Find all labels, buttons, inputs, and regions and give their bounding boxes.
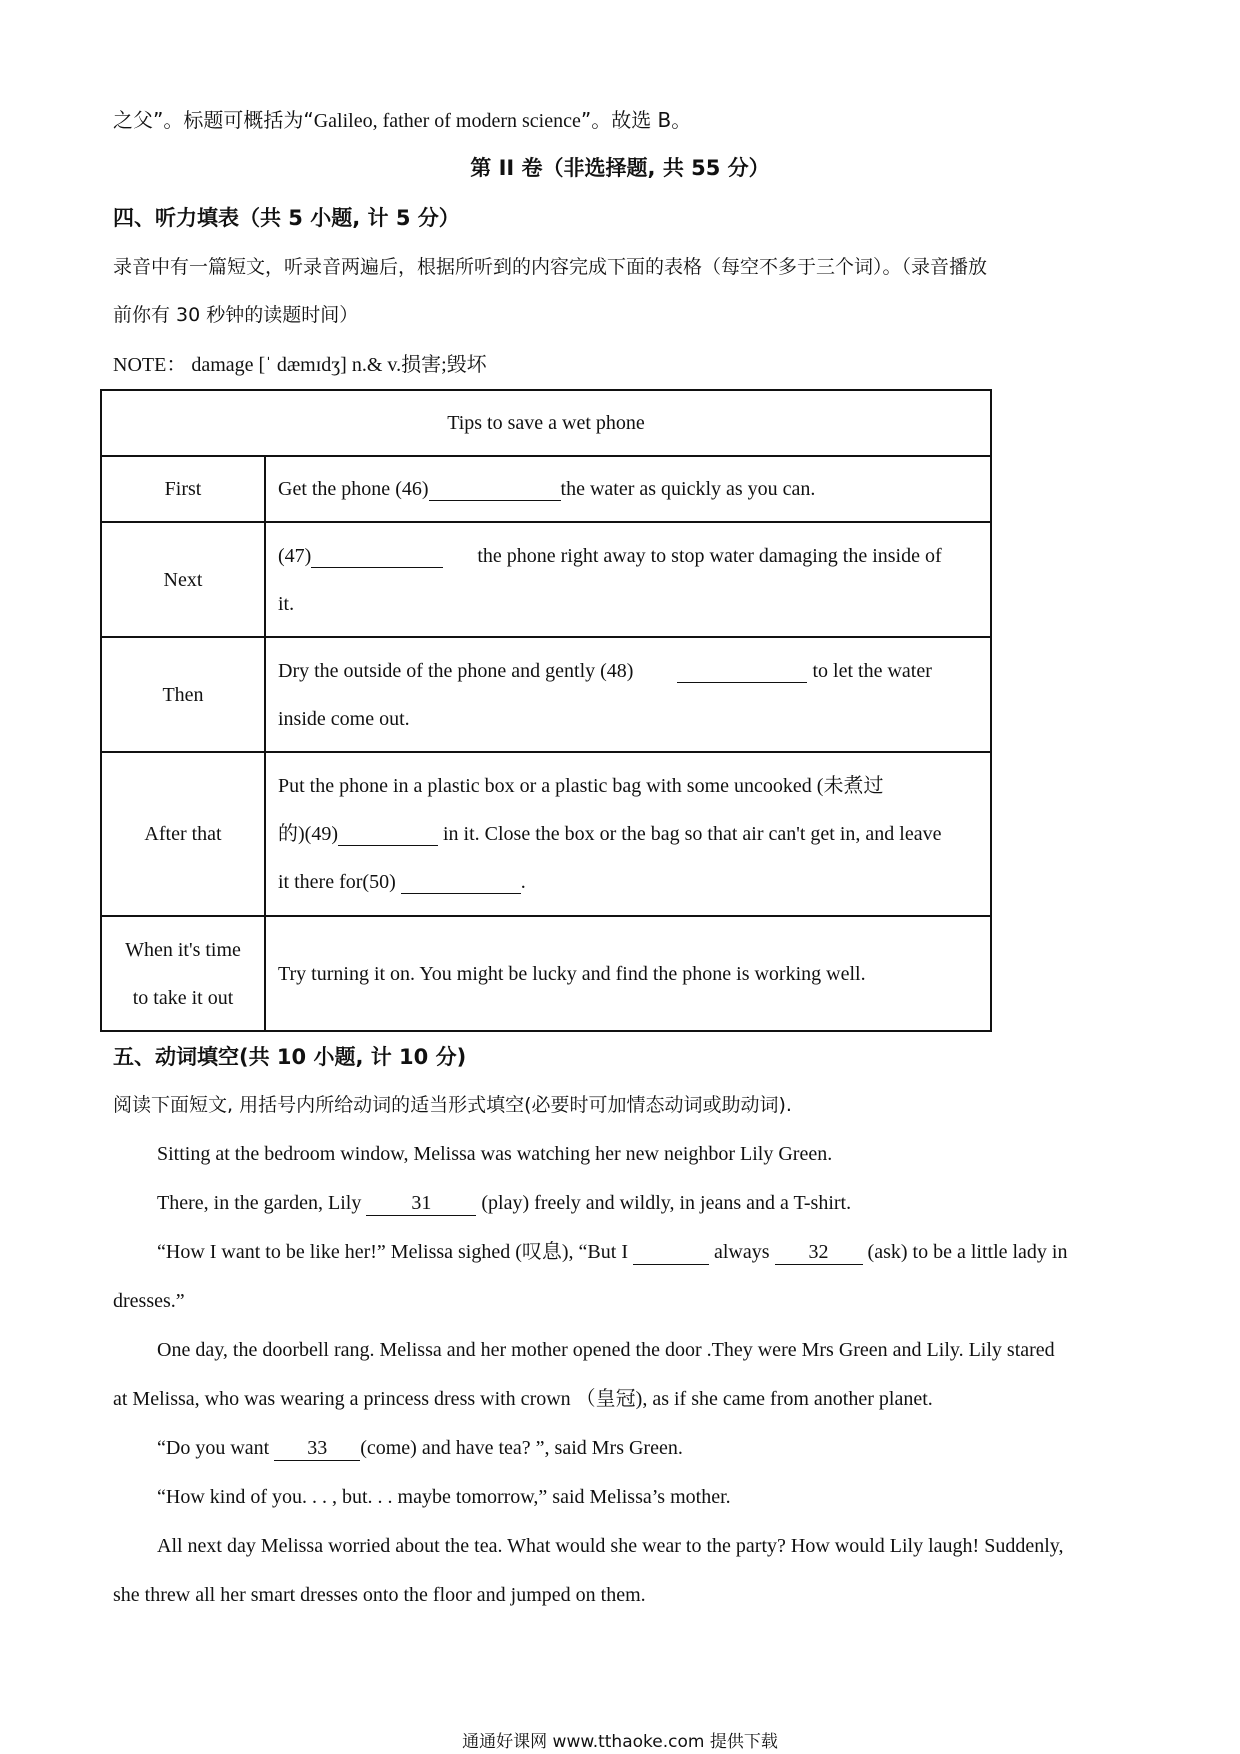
table-title: Tips to save a wet phone: [101, 390, 991, 456]
paragraph-3-cont: dresses.”: [113, 1290, 185, 1312]
paragraph-3: [157, 1240, 1130, 1265]
row-content: [265, 522, 991, 637]
row-text: to let the water: [812, 659, 932, 682]
top-line-suffix: ”。故选 B。: [580, 108, 692, 132]
tips-table: [100, 389, 992, 1032]
top-line-prefix: 之父”。标题可概括为“: [113, 108, 314, 132]
part4-instruction-1: 录音中有一篇短文，听录音两遍后，根据所听到的内容完成下面的表格（每空不多于三个词）。（录音播放: [113, 256, 988, 278]
paragraph-7: All next day Melissa worried about the tea. What would she wear to the party? How would Lily laugh! Suddenly,: [157, 1535, 1064, 1557]
part5-instruction: 阅读下面短文, 用括号内所给动词的适当形式填空(必要时可加情态动词或助动词).: [113, 1094, 792, 1116]
table-header-row: [101, 390, 991, 456]
row-label: Next: [101, 522, 265, 637]
paragraph-text: always: [714, 1241, 770, 1263]
row-content: Try turning it on. You might be lucky and find the phone is working well.: [265, 916, 991, 1031]
section-title: 第 II 卷（非选择题, 共 55 分）: [470, 156, 770, 180]
row-text: the water as quickly as you can.: [560, 478, 816, 500]
paragraph-4-cont: at Melissa, who was wearing a princess dress with crown （皇冠), as if she came from another planet.: [113, 1388, 933, 1410]
table-row: [101, 637, 991, 752]
row-content: [265, 752, 991, 916]
paragraph-text: (come) and have tea? ”, said Mrs Green.: [360, 1437, 683, 1459]
table-row: [101, 456, 991, 522]
table-row: [101, 522, 991, 637]
paragraph-5: [157, 1436, 683, 1461]
row-text: Get the phone (46): [278, 478, 429, 500]
row-label: Then: [101, 637, 265, 752]
part4-instruction-2: 前你有 30 秒钟的读题时间）: [113, 304, 359, 326]
row-text: Put the phone in a plastic box or a plastic bag with some uncooked (未煮过: [278, 775, 884, 797]
answer-blank-31[interactable]: 31: [366, 1191, 476, 1216]
part4-heading: 四、听力填表（共 5 小题, 计 5 分）: [113, 206, 460, 230]
paragraph-text: There, in the garden, Lily: [157, 1192, 362, 1214]
row-text: (47): [278, 544, 312, 567]
row-label: After that: [101, 752, 265, 916]
top-line-title: Galileo, father of modern science: [313, 110, 581, 132]
answer-blank-32[interactable]: 32: [775, 1240, 863, 1265]
row-text: inside come out.: [278, 707, 410, 730]
row-text: .: [520, 871, 526, 893]
row-text: in it. Close the box or the bag so that air can't get in, and leave: [442, 823, 942, 845]
answer-blank-48[interactable]: [677, 660, 807, 683]
answer-blank-32-aux[interactable]: [633, 1240, 709, 1265]
row-text: it.: [278, 592, 295, 615]
table-row: [101, 752, 991, 916]
paragraph-text: “How I want to be like her!” Melissa sighed (叹息), “But I: [157, 1241, 628, 1263]
answer-blank-49[interactable]: [338, 823, 438, 846]
paragraph-text: “Do you want: [157, 1437, 270, 1459]
part4-note: NOTE： damage [ˈ dæmɪdʒ] n.& v.损害;毁坏: [113, 354, 487, 376]
row-text: Dry the outside of the phone and gently (48): [278, 659, 634, 682]
paragraph-2: [157, 1191, 851, 1216]
answer-blank-46[interactable]: [429, 478, 561, 501]
row-label-line: When it's time: [125, 938, 241, 961]
answer-blank-50[interactable]: [401, 871, 521, 894]
row-text: it there for(50): [278, 871, 396, 893]
top-line: [113, 108, 691, 133]
row-content: [265, 456, 991, 522]
table-row: [101, 916, 991, 1031]
paragraph-text: (play) freely and wildly, in jeans and a T-shirt.: [481, 1192, 852, 1214]
row-text: 的)(49): [278, 823, 338, 845]
paragraph-7-cont: she threw all her smart dresses onto the floor and jumped on them.: [113, 1584, 646, 1606]
answer-blank-33[interactable]: 33: [274, 1436, 360, 1461]
paragraph-6: “How kind of you. . . , but. . . maybe tomorrow,” said Melissa’s mother.: [157, 1486, 731, 1508]
row-label-line: to take it out: [132, 986, 234, 1009]
row-text: the phone right away to stop water damaging the inside of: [477, 544, 942, 567]
row-label: First: [101, 456, 265, 522]
row-label: [101, 916, 265, 1031]
paragraph-1: Sitting at the bedroom window, Melissa was watching her new neighbor Lily Green.: [157, 1143, 833, 1165]
footer: 通通好课网 www.tthaoke.com 提供下载: [462, 1732, 778, 1752]
answer-blank-47[interactable]: [311, 545, 443, 568]
paragraph-4: One day, the doorbell rang. Melissa and her mother opened the door .They were Mrs Green and Lily. Lily stared: [157, 1339, 1055, 1361]
row-content: [265, 637, 991, 752]
paragraph-text: (ask) to be a little lady in: [867, 1241, 1068, 1263]
part5-heading: 五、动词填空(共 10 小题, 计 10 分): [113, 1045, 467, 1069]
